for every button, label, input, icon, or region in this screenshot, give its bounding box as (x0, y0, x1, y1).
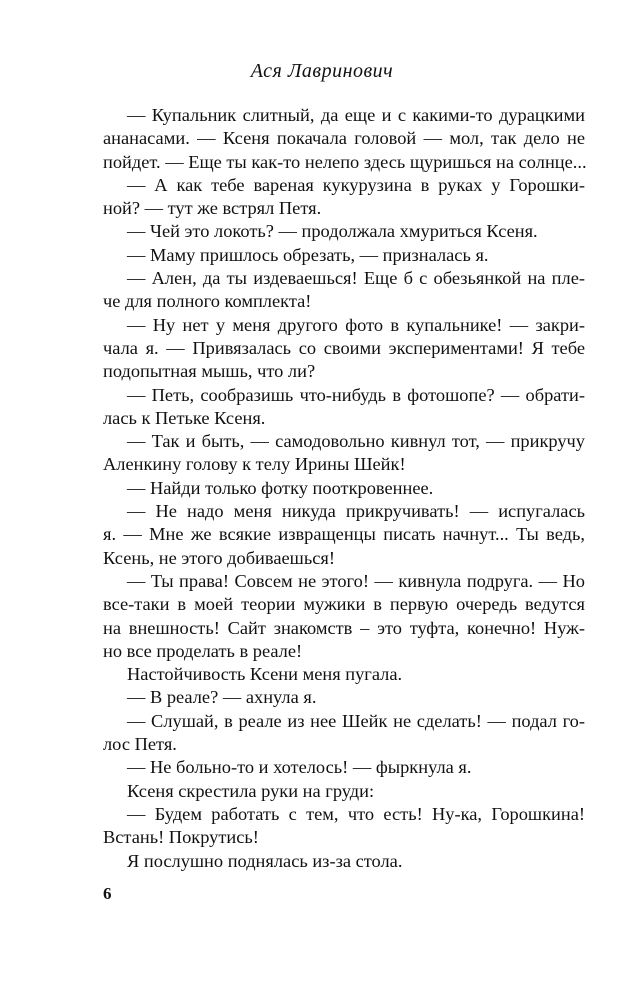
text-line: Я послушно поднялась из-за стола. (127, 850, 403, 871)
book-text (103, 104, 585, 873)
text-line: — А как тебе вареная кукурузина в руках у Горошки- (127, 174, 585, 195)
text-line: — Ты права! Совсем не этого! — кивнула подруга. — Но (127, 570, 585, 591)
text-line: — Маму пришлось обрезать, — призналась я. (127, 244, 489, 265)
text-line: — Слушай, в реале из нее Шейк не сделать! — подал го- (127, 710, 585, 731)
text-line: — В реале? — ахнула я. (127, 687, 317, 708)
text-line: подопытная мышь, что ли? (103, 361, 316, 382)
text-line: — Ален, да ты издеваешься! Еще б с обезьянкой на пле- (127, 268, 585, 289)
text-line: но все проделать в реале! (103, 640, 303, 661)
text-line: — Ну нет у меня другого фото в купальнике! — закри- (127, 314, 585, 335)
text-line: че для полного комплекта! (103, 291, 312, 312)
text-line: — Чей это локоть? — продолжала хмуриться Ксеня. (127, 221, 538, 242)
text-line: Встань! Покрутись! (103, 827, 259, 848)
text-line: — Так и быть, — самодовольно кивнул тот, — прикручу (127, 431, 585, 452)
text-line: чала я. — Привязалась со своими экспериментами! Я тебе (103, 337, 585, 358)
text-line: лос Петя. (103, 734, 177, 755)
text-line: — Не больно-то и хотелось! — фыркнула я. (127, 757, 472, 778)
text-line: — Найди только фотку пооткровеннее. (127, 477, 434, 498)
text-line: лась к Петьке Ксеня. (103, 407, 266, 428)
text-line: — Не надо меня никуда прикручивать! — испугалась (127, 501, 585, 522)
text-line: Ксень, не этого добиваешься! (103, 547, 335, 568)
text-line: — Будем работать с тем, что есть! Ну-ка, Горошкина! (127, 803, 585, 824)
text-line: я. — Мне же всякие извращенцы писать начнут... Ты ведь, (103, 524, 585, 545)
text-line: ананасами. — Ксеня покачала головой — мол, так дело не (103, 128, 585, 149)
text-line: — Купальник слитный, да еще и с какими-то дурацкими (127, 105, 585, 125)
running-header-author: Ася Лавринович (250, 60, 394, 82)
text-line: Настойчивость Ксени меня пугала. (127, 664, 403, 685)
text-line: на внешность! Сайт знакомств – это туфта, конечно! Нуж- (103, 617, 585, 638)
text-line: — Петь, сообразишь что-нибудь в фотошопе? — обрати- (127, 384, 585, 405)
page-number: 6 (103, 884, 112, 903)
text-line: Аленкину голову к телу Ирины Шейк! (103, 454, 406, 475)
text-line: пойдет. — Еще ты как-то нелепо здесь щуришься на солнце... (103, 151, 587, 172)
text-line: Ксеня скрестила руки на груди: (127, 780, 375, 801)
text-line: ной? — тут же встрял Петя. (103, 198, 322, 219)
text-line: все-таки в моей теории мужики в первую очередь ведутся (103, 594, 585, 615)
